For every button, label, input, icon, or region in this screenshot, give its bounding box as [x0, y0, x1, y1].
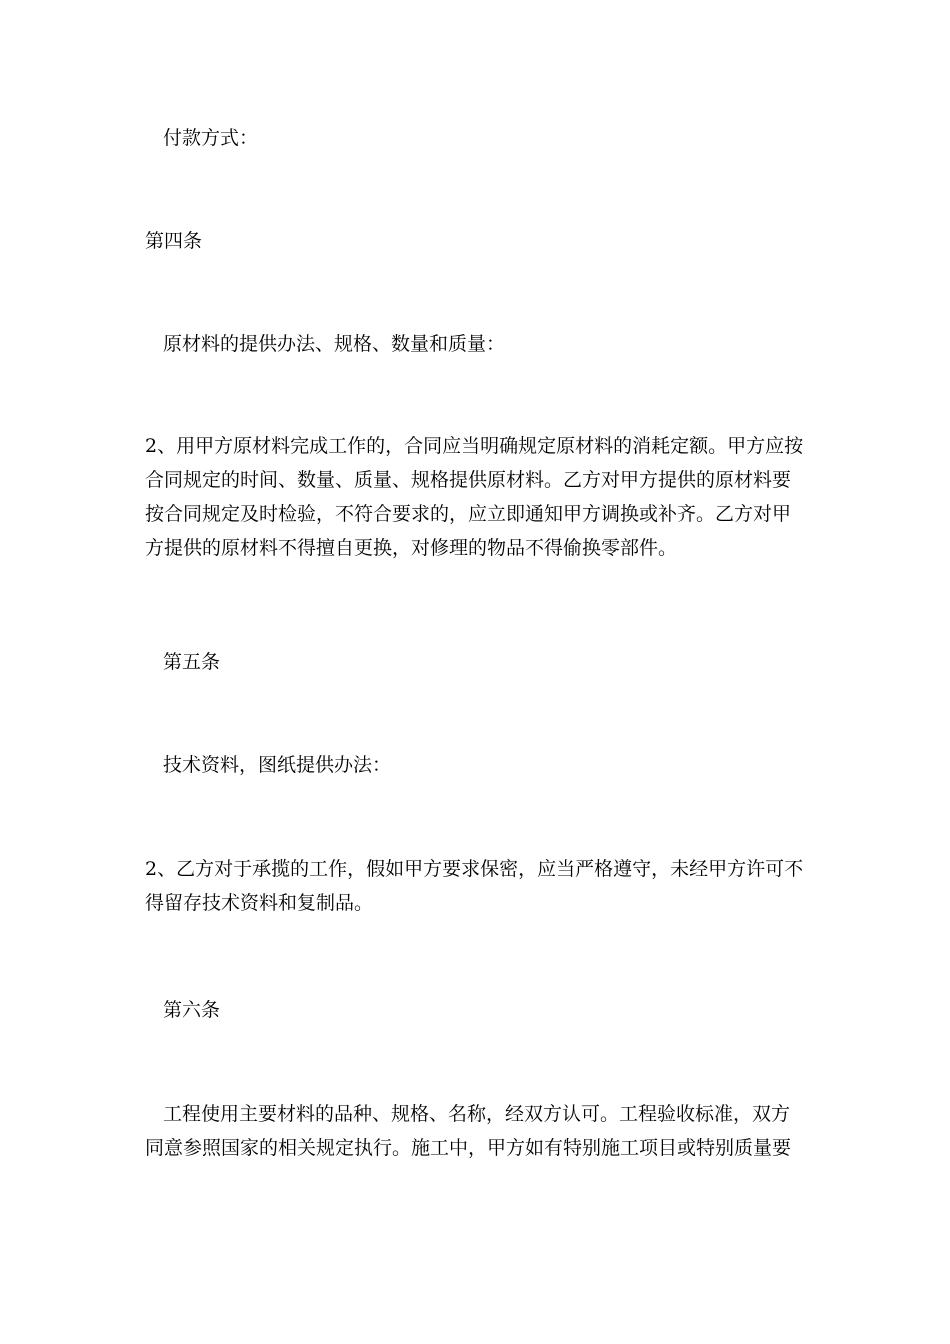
paragraph-line: 工程使用主要材料的品种、规格、名称，经双方认可。工程验收标准，双方	[163, 1103, 791, 1125]
materials-heading: 原材料的提供办法、规格、数量和质量：	[163, 333, 506, 355]
paragraph-line: 同意参照国家的相关规定执行。施工中，甲方如有特别施工项目或特别质量要	[145, 1137, 792, 1159]
tech-heading: 技术资料，图纸提供办法：	[163, 754, 392, 776]
paragraph-line: 方提供的原材料不得擅自更换，对修理的物品不得偷换零部件。	[145, 537, 678, 559]
article-5-heading: 第五条	[163, 651, 221, 673]
paragraph-line: 按合同规定及时检验，不符合要求的，应立即通知甲方调换或补齐。乙方对甲	[145, 503, 792, 525]
article-6-heading: 第六条	[163, 999, 221, 1021]
materials-paragraph	[145, 429, 825, 565]
paragraph-line: 2、乙方对于承揽的工作，假如甲方要求保密，应当严格遵守，未经甲方许可不	[145, 858, 804, 880]
project-paragraph	[145, 1097, 825, 1165]
tech-paragraph	[145, 852, 825, 920]
article-4-heading: 第四条	[145, 230, 203, 252]
paragraph-line: 2、用甲方原材料完成工作的，合同应当明确规定原材料的消耗定额。甲方应按	[145, 435, 804, 457]
paragraph-line: 合同规定的时间、数量、质量、规格提供原材料。乙方对甲方提供的原材料要	[145, 469, 792, 491]
paragraph-line: 得留存技术资料和复制品。	[145, 892, 374, 914]
payment-method-label: 付款方式：	[163, 127, 259, 149]
